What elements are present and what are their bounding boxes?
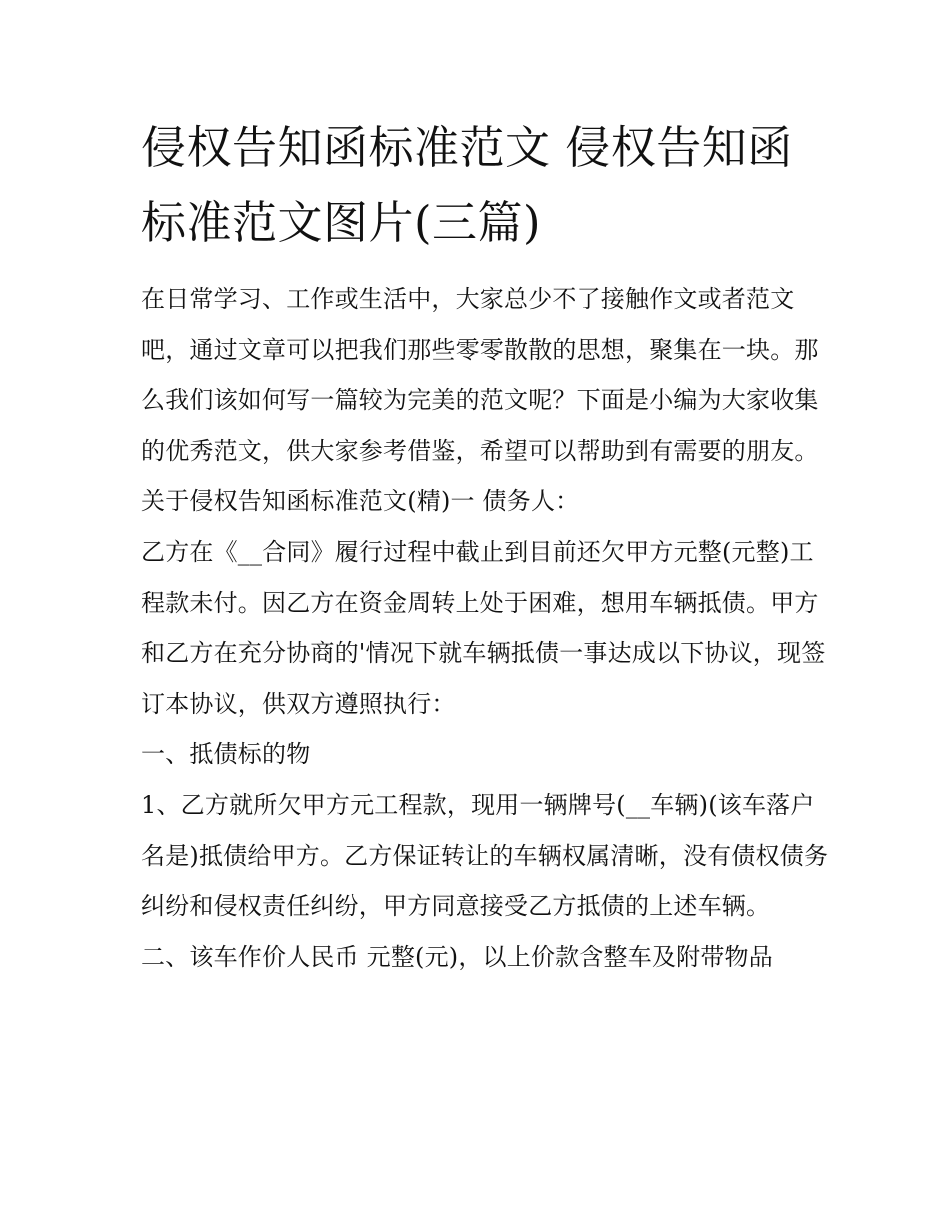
clause-item-1: 1、乙方就所欠甲方元工程款，现用一辆牌号(__车辆)(该车落户名是)抵债给甲方。乙方保证转让的车辆权属清晰，没有债权债务纠纷和侵权责任纠纷，甲方同意接受乙方抵债的上述车辆。 bbox=[141, 790, 829, 921]
document-body bbox=[141, 110, 831, 982]
intro-paragraph: 在日常学习、工作或生活中，大家总少不了接触作文或者范文吧，通过文章可以把我们那些零零散散的思想，聚集在一块。那么我们该如何写一篇较为完美的范文呢？下面是小编为大家收集的优秀范文，供大家参考借鉴，希望可以帮助到有需要的朋友。 bbox=[141, 285, 819, 465]
section-heading-debtor: 关于侵权告知函标准范文(精)一 债务人： bbox=[141, 487, 580, 516]
clause-heading-valuation: 二、该车作价人民币 元整(元)，以上价款含整车及附带物品 bbox=[141, 942, 773, 971]
agreement-paragraph: 乙方在《__合同》履行过程中截止到目前还欠甲方元整(元整)工程款未付。因乙方在资金周转上处于困难，想用车辆抵债。甲方和乙方在充分协商的'情况下就车辆抵债一事达成以下协议，现签订本协议，供双方遵照执行： bbox=[141, 537, 826, 718]
clause-heading-collateral: 一、抵债标的物 bbox=[141, 740, 311, 769]
document-title: 侵权告知函标准范文 侵权告知函标准范文图片(三篇) bbox=[141, 121, 793, 249]
